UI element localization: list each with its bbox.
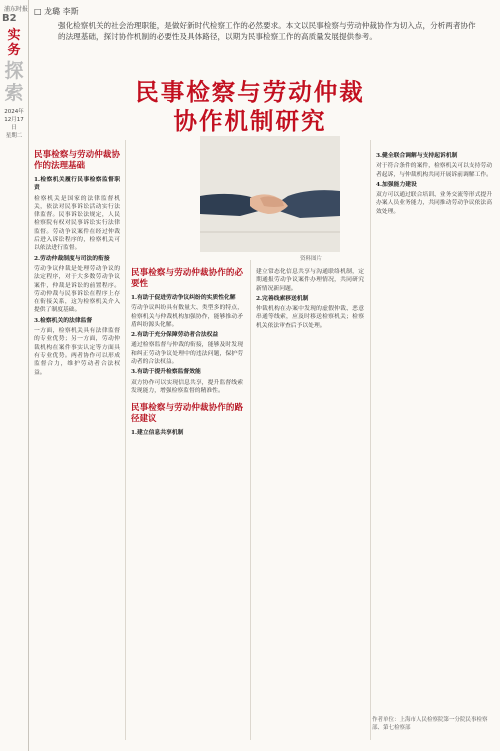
paragraph: 仲裁机构在办案中发现的虚假仲裁、恶意串通等线索，应及时移送检察机关；检察机关依法审查后予以处理。 xyxy=(256,306,364,329)
article-column-middle xyxy=(131,268,243,440)
article-column-left xyxy=(34,150,120,377)
paragraph: 通过检察监督与仲裁的衔接，能够及时发现和纠正劳动争议处理中的违法问题，保护劳动者的合法权益。 xyxy=(131,342,243,366)
subheading: 1.建立信息共享机制 xyxy=(131,430,184,437)
byline: □ 龙璐 李斯 xyxy=(34,7,79,16)
headline-line-2: 协作机制研究 xyxy=(173,107,327,135)
column-divider xyxy=(250,260,251,740)
date-year: 2024年 xyxy=(4,109,24,115)
subheading: 1.有助于促进劳动争议纠纷的实质性化解 xyxy=(131,295,236,301)
article-column-right xyxy=(376,150,492,216)
paragraph: 劳动争议纠纷具有数量大、类型多的特点，检察机关与仲裁机构加强协作，能够推动矛盾纠纷源头化解。 xyxy=(131,305,243,328)
paragraph: 劳动争议仲裁是处理劳动争议的法定程序，对于大多数劳动争议案件，仲裁是诉讼的前置程序。劳动仲裁与民事诉讼在程序上存在衔接关系，这为检察机关介入提供了制度基础。 xyxy=(34,265,120,314)
section-heading: 民事检察与劳动仲裁协作的路径建议 xyxy=(131,403,243,425)
paragraph: 检察机关是国家的法律监督机关，依法对民事诉讼活动实行法律监督。民事诉讼法规定，人民检察院有权对民事诉讼实行法律监督。劳动争议案件在经过仲裁后进入诉讼程序的，检察机关可以依法进行监督。 xyxy=(34,195,120,252)
section-subtitle: 探索 xyxy=(4,60,24,104)
subheading: 3.检察机关的法律监督 xyxy=(34,317,93,324)
subheading: 2.劳动仲裁制度与司法的衔接 xyxy=(34,255,110,262)
subheading: 2.有助于充分保障劳动者合法权益 xyxy=(131,332,219,339)
subheading: 2.完善线索移送机制 xyxy=(256,295,309,302)
date-day: 12月17日 xyxy=(4,117,24,131)
article-photo xyxy=(200,136,340,252)
author-affiliation: 作者单位：上海市人民检察院第一分院民事检察部、第七检察部 xyxy=(372,717,488,731)
column-divider xyxy=(125,140,126,740)
paragraph: 双方协作可以实现信息共享，提升监督线索发现能力，增强检察监督的精准性。 xyxy=(131,379,243,394)
paragraph: 一方面，检察机关具有法律监督的专业优势；另一方面，劳动仲裁机构在案件事实认定等方面具有专业优势。两者协作可以形成监督合力，维护劳动者合法权益。 xyxy=(34,328,120,376)
subheading: 1.检察机关履行民事检察监督职责 xyxy=(34,177,120,192)
paragraph: 双方可以通过联合培训、业务交流等形式提升办案人员业务能力，共同推动劳动争议依法高效处理。 xyxy=(376,192,492,215)
subheading: 3.健全联合调解与支持起诉机制 xyxy=(376,153,458,159)
section-title: 实务 xyxy=(7,28,21,58)
photo-caption: 资料图片 xyxy=(300,256,323,262)
column-divider xyxy=(370,140,371,740)
section-heading: 民事检察与劳动仲裁协作的法理基础 xyxy=(34,150,120,171)
lead-paragraph: 强化检察机关的社会治理职能，是做好新时代检察工作的必然要求。本文以民事检察与劳动仲裁协作为切入点，分析两者协作的法理基础，探讨协作机制的必要性及具体路径，以期为民事检察工作的高质量发展提供参考。 xyxy=(58,21,476,41)
headline-line-1: 民事检察与劳动仲裁 xyxy=(135,78,365,106)
paragraph: 对于符合条件的案件，检察机关可以支持劳动者起诉，与仲裁机构共同开展诉前调解工作。 xyxy=(376,163,492,178)
page-number: B2 xyxy=(2,13,17,24)
handshake-illustration xyxy=(200,136,340,252)
section-heading: 民事检察与劳动仲裁协作的必要性 xyxy=(131,268,243,289)
subheading: 3.有助于提升检察监督效能 xyxy=(131,369,201,376)
article-column-center-right xyxy=(256,268,364,330)
newspaper-name: 浦东时报 xyxy=(4,6,29,13)
paragraph: 建立常态化信息共享与沟通联络机制，定期通报劳动争议案件办理情况，共同研究新情况新问题。 xyxy=(256,269,364,292)
subheading: 4.加强能力建设 xyxy=(376,181,417,188)
date-weekday: 星期二 xyxy=(5,133,23,139)
